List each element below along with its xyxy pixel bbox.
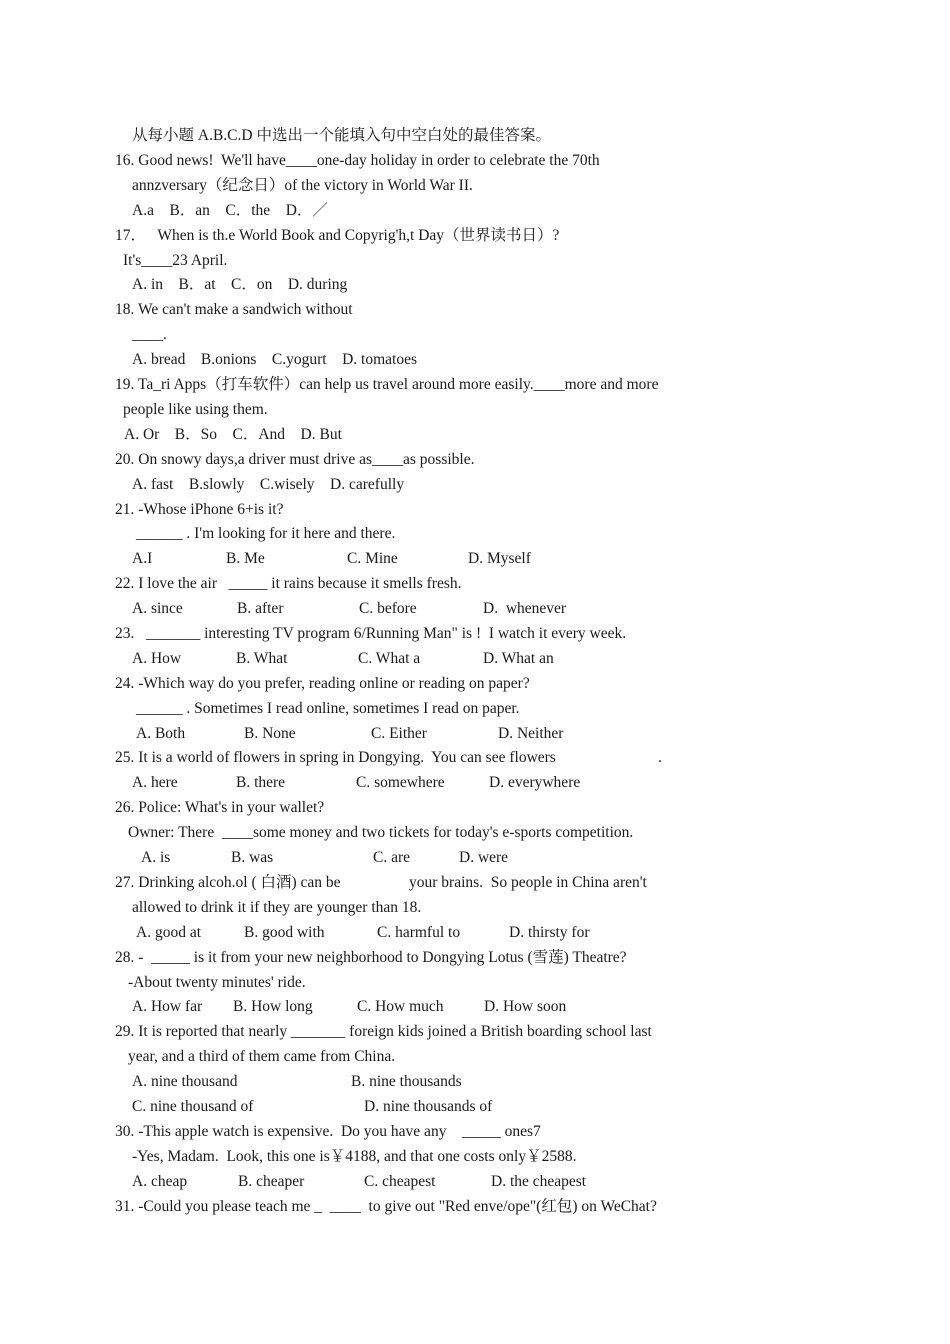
question-17-stem-cont: It's____23 April. — [123, 252, 228, 269]
question-27-option-d: D. thirsty for — [509, 924, 590, 941]
question-22-option-b: B. after — [237, 600, 284, 617]
question-29-option-d: D. nine thousands of — [364, 1098, 493, 1115]
question-23-option-b: B. What — [236, 650, 288, 667]
question-22-option-a: A. since — [132, 600, 183, 617]
question-22-option-c: C. before — [359, 600, 417, 617]
question-23-option-d: D. What an — [483, 650, 554, 667]
question-22-option-d: D. whenever — [483, 600, 567, 617]
question-21-stem-cont: ______ . I'm looking for it here and there. — [136, 525, 396, 542]
question-23-option-c: C. What a — [358, 650, 421, 667]
question-24-stem: 24. -Which way do you prefer, reading online or reading on paper? — [115, 675, 530, 692]
question-21-option-d: D. Myself — [468, 550, 531, 567]
question-30-option-d: D. the cheapest — [491, 1173, 587, 1190]
question-23-stem: 23. _______ interesting TV program 6/Running Man" is ! I watch it every week. — [115, 625, 627, 642]
question-31-stem: 31. -Could you please teach me _ ____ to give out "Red enve/ope"(红包) on WeChat? — [115, 1198, 657, 1215]
question-24-option-c: C. Either — [371, 725, 427, 742]
question-21-option-a: A.I — [132, 550, 153, 567]
question-28-option-b: B. How long — [233, 998, 313, 1015]
question-27-stem-cont: allowed to drink it if they are younger than 18. — [132, 899, 422, 916]
question-20-options: A. fast B.slowly C.wisely D. carefully — [132, 476, 405, 493]
question-25-stem: 25. It is a world of flowers in spring in Dongying. You can see flowers — [115, 749, 556, 766]
question-29-option-a: A. nine thousand — [132, 1073, 238, 1090]
question-24-option-b: B. None — [244, 725, 296, 742]
question-29-stem-cont: year, and a third of them came from China. — [128, 1048, 396, 1065]
question-24-stem-cont: ______ . Sometimes I read online, sometimes I read on paper. — [136, 700, 520, 717]
question-30-reply: -Yes, Madam. Look, this one is￥4188, and that one costs only￥2588. — [132, 1148, 577, 1165]
question-28-option-d: D. How soon — [484, 998, 567, 1015]
question-25-stem-period: . — [658, 749, 662, 766]
question-16-stem-cont: annzversary（纪念日）of the victory in World War II. — [132, 177, 473, 194]
question-26-stem-cont: Owner: There ____some money and two tickets for today's e-sports competition. — [128, 824, 634, 841]
question-29-option-b: B. nine thousands — [351, 1073, 462, 1090]
question-18-stem: 18. We can't make a sandwich without — [115, 301, 353, 318]
question-30-option-b: B. cheaper — [238, 1173, 305, 1190]
question-28-reply: -About twenty minutes' ride. — [128, 974, 306, 991]
question-21-option-b: B. Me — [226, 550, 265, 567]
question-19-options: A. Or B．So C．And D. But — [124, 426, 342, 443]
question-16-stem: 16. Good news! We'll have____one-day holiday in order to celebrate the 70th — [115, 152, 600, 169]
question-26-stem: 26. Police: What's in your wallet? — [115, 799, 325, 816]
question-30-option-c: C. cheapest — [364, 1173, 436, 1190]
question-17-stem: 17． When is th.e World Book and Copyrig'h,t Day（世界读书日）? — [115, 227, 560, 244]
question-27-stem-after-blank: your brains. So people in China aren't — [409, 874, 647, 891]
question-26-option-d: D. were — [459, 849, 509, 866]
question-26-option-b: B. was — [231, 849, 274, 866]
question-16-options: A.a B．an C．the D．／ — [132, 202, 328, 219]
question-29-option-c: C. nine thousand of — [132, 1098, 254, 1115]
question-28-option-a: A. How far — [132, 998, 203, 1015]
question-25-option-a: A. here — [132, 774, 178, 791]
question-28-stem: 28. - _____ is it from your new neighborhood to Dongying Lotus (雪莲) Theatre? — [115, 949, 627, 966]
question-22-stem: 22. I love the air _____ it rains because it smells fresh. — [115, 575, 462, 592]
question-26-option-c: C. are — [373, 849, 411, 866]
question-21-stem: 21. -Whose iPhone 6+is it? — [115, 501, 284, 518]
question-24-option-a: A. Both — [136, 725, 186, 742]
question-25-option-d: D. everywhere — [489, 774, 581, 791]
question-29-stem: 29. It is reported that nearly _______ foreign kids joined a British boarding school last — [115, 1023, 652, 1040]
question-20-stem: 20. On snowy days,a driver must drive as____as possible. — [115, 451, 475, 468]
question-26-option-a: A. is — [141, 849, 171, 866]
question-24-option-d: D. Neither — [498, 725, 564, 742]
question-27-option-c: C. harmful to — [377, 924, 461, 941]
question-28-option-c: C. How much — [357, 998, 444, 1015]
question-27-option-b: B. good with — [244, 924, 325, 941]
question-19-stem-cont: people like using them. — [123, 401, 268, 418]
question-19-stem: 19. Ta_ri Apps（打车软件）can help us travel around more easily.____more and more — [115, 376, 659, 393]
question-27-stem: 27. Drinking alcoh.ol ( 白酒) can be — [115, 874, 341, 891]
question-18-blank: ____. — [132, 326, 167, 343]
question-21-option-c: C. Mine — [347, 550, 398, 567]
question-23-option-a: A. How — [132, 650, 182, 667]
question-30-stem: 30. -This apple watch is expensive. Do you have any _____ ones7 — [115, 1123, 541, 1140]
question-25-option-c: C. somewhere — [356, 774, 445, 791]
question-30-option-a: A. cheap — [132, 1173, 188, 1190]
instruction-line: 从每小题 A.B.C.D 中选出一个能填入句中空白处的最佳答案。 — [132, 127, 551, 144]
question-27-option-a: A. good at — [136, 924, 202, 941]
question-18-options: A. bread B.onions C.yogurt D. tomatoes — [132, 351, 418, 368]
question-17-options: A. in B．at C．on D. during — [132, 276, 348, 293]
question-25-option-b: B. there — [236, 774, 286, 791]
